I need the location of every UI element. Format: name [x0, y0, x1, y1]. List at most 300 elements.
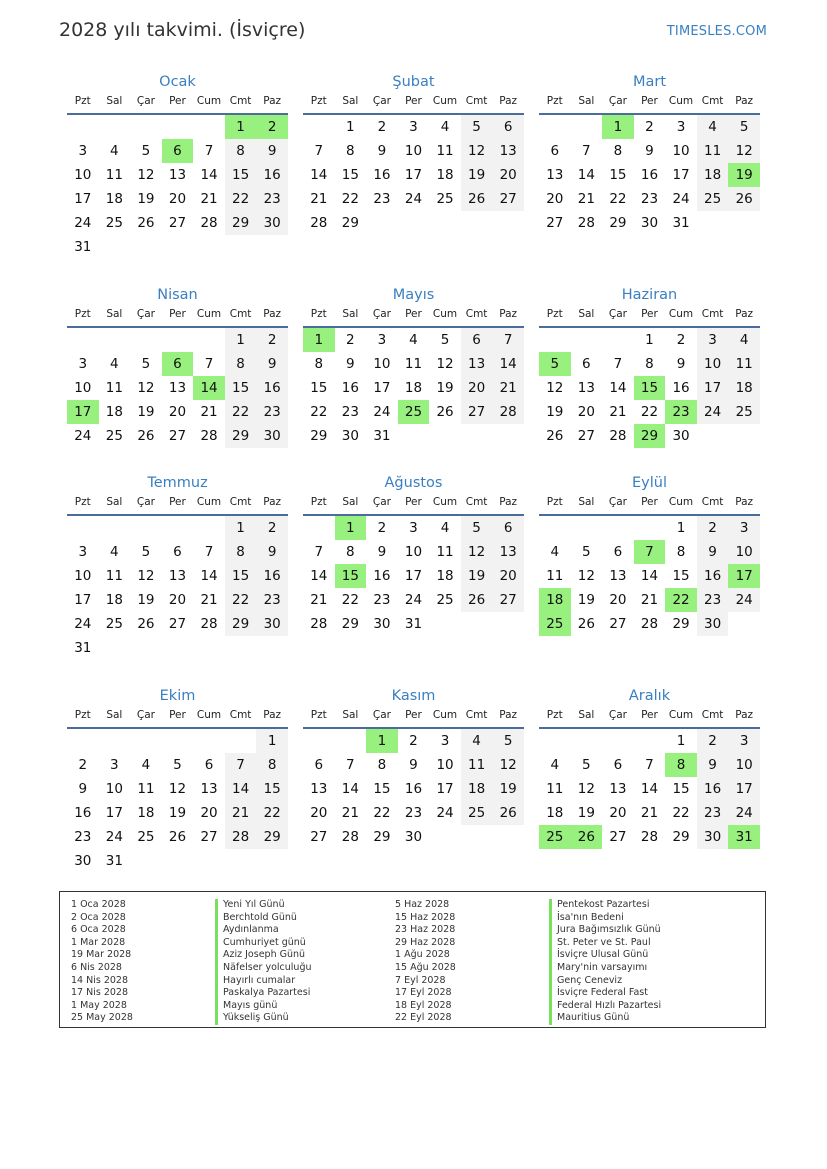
day-cell[interactable]: 14 [310, 568, 328, 584]
day-cell[interactable]: 28 [310, 215, 328, 231]
day-cell[interactable]: 16 [672, 380, 690, 396]
day-cell[interactable]: 11 [137, 781, 155, 797]
weekend-day-cell[interactable]: 26 [492, 801, 524, 825]
day-cell[interactable]: 16 [404, 781, 423, 797]
day-cell[interactable]: 7 [582, 143, 591, 159]
weekend-day-cell[interactable]: 23 [256, 400, 288, 424]
day-cell[interactable]: 16 [640, 167, 659, 183]
weekend-day-cell[interactable]: 15 [225, 163, 257, 187]
day-cell[interactable]: 12 [546, 380, 564, 396]
day-cell[interactable]: 12 [137, 167, 155, 183]
day-cell[interactable]: 17 [404, 167, 423, 183]
day-cell[interactable]: 3 [78, 544, 88, 560]
day-cell[interactable]: 9 [346, 356, 355, 372]
holiday-day-cell[interactable]: 6 [162, 352, 194, 376]
weekend-day-cell[interactable]: 7 [225, 753, 257, 777]
day-cell[interactable]: 31 [105, 853, 123, 869]
day-cell[interactable]: 13 [168, 380, 187, 396]
day-cell[interactable]: 7 [204, 143, 214, 159]
weekend-day-cell[interactable]: 24 [697, 400, 729, 424]
site-link[interactable]: TIMESLES.COM [666, 24, 767, 39]
weekend-day-cell[interactable]: 19 [492, 777, 524, 801]
day-cell[interactable]: 2 [78, 757, 88, 773]
weekend-day-cell[interactable]: 13 [492, 139, 524, 163]
day-cell[interactable]: 11 [546, 781, 564, 797]
weekend-day-cell[interactable]: 29 [225, 424, 257, 448]
day-cell[interactable]: 30 [640, 215, 659, 231]
weekend-day-cell[interactable]: 8 [225, 139, 257, 163]
weekend-day-cell[interactable]: 18 [728, 376, 760, 400]
weekend-day-cell[interactable]: 15 [225, 376, 257, 400]
weekend-day-cell[interactable]: 10 [728, 753, 760, 777]
day-cell[interactable]: 29 [341, 616, 359, 632]
weekend-day-cell[interactable]: 3 [697, 328, 729, 352]
day-cell[interactable]: 3 [440, 733, 450, 749]
day-cell[interactable]: 5 [173, 757, 182, 773]
day-cell[interactable]: 25 [105, 428, 123, 444]
weekend-day-cell[interactable]: 5 [492, 729, 524, 753]
weekend-day-cell[interactable]: 13 [461, 352, 493, 376]
day-cell[interactable]: 5 [582, 757, 591, 773]
weekend-day-cell[interactable]: 22 [225, 400, 257, 424]
day-cell[interactable]: 5 [141, 544, 151, 560]
weekend-day-cell[interactable]: 1 [256, 729, 288, 753]
day-cell[interactable]: 4 [440, 119, 450, 135]
day-cell[interactable]: 11 [436, 544, 454, 560]
weekend-day-cell[interactable]: 9 [256, 139, 288, 163]
day-cell[interactable]: 17 [74, 592, 92, 608]
weekend-day-cell[interactable]: 15 [225, 564, 257, 588]
weekend-day-cell[interactable]: 17 [728, 777, 760, 801]
holiday-day-cell[interactable]: 1 [303, 328, 335, 352]
day-cell[interactable]: 27 [609, 616, 627, 632]
day-cell[interactable]: 15 [341, 167, 359, 183]
day-cell[interactable]: 10 [404, 143, 423, 159]
day-cell[interactable]: 28 [577, 215, 595, 231]
weekend-day-cell[interactable]: 24 [728, 588, 760, 612]
day-cell[interactable]: 15 [310, 380, 328, 396]
weekend-day-cell[interactable]: 10 [728, 540, 760, 564]
weekend-day-cell[interactable]: 25 [728, 400, 760, 424]
weekend-day-cell[interactable]: 17 [697, 376, 729, 400]
day-cell[interactable]: 19 [137, 404, 155, 420]
day-cell[interactable]: 30 [74, 853, 92, 869]
holiday-day-cell[interactable]: 1 [366, 729, 398, 753]
weekend-day-cell[interactable]: 12 [728, 139, 760, 163]
weekend-day-cell[interactable]: 11 [697, 139, 729, 163]
weekend-day-cell[interactable]: 29 [256, 825, 288, 849]
weekend-day-cell[interactable]: 20 [492, 564, 524, 588]
weekend-day-cell[interactable]: 29 [225, 211, 257, 235]
weekend-day-cell[interactable]: 9 [697, 753, 729, 777]
weekend-day-cell[interactable]: 16 [697, 777, 729, 801]
weekend-day-cell[interactable]: 16 [697, 564, 729, 588]
day-cell[interactable]: 4 [141, 757, 151, 773]
weekend-day-cell[interactable]: 16 [256, 376, 288, 400]
day-cell[interactable]: 6 [613, 757, 623, 773]
day-cell[interactable]: 7 [204, 356, 214, 372]
day-cell[interactable]: 26 [577, 616, 595, 632]
day-cell[interactable]: 3 [78, 143, 88, 159]
day-cell[interactable]: 24 [404, 191, 423, 207]
day-cell[interactable]: 28 [200, 616, 218, 632]
day-cell[interactable]: 3 [409, 520, 418, 536]
holiday-day-cell[interactable]: 19 [728, 163, 760, 187]
day-cell[interactable]: 10 [404, 544, 423, 560]
weekend-day-cell[interactable]: 5 [461, 516, 493, 540]
weekend-day-cell[interactable]: 9 [256, 352, 288, 376]
day-cell[interactable]: 7 [314, 544, 324, 560]
day-cell[interactable]: 27 [168, 616, 187, 632]
day-cell[interactable]: 5 [141, 356, 151, 372]
day-cell[interactable]: 13 [168, 568, 187, 584]
weekend-day-cell[interactable]: 26 [461, 187, 493, 211]
day-cell[interactable]: 20 [577, 404, 595, 420]
day-cell[interactable]: 6 [204, 757, 214, 773]
day-cell[interactable]: 28 [341, 829, 359, 845]
day-cell[interactable]: 11 [105, 568, 123, 584]
weekend-day-cell[interactable]: 12 [492, 753, 524, 777]
day-cell[interactable]: 27 [200, 829, 218, 845]
day-cell[interactable]: 15 [373, 781, 391, 797]
day-cell[interactable]: 9 [409, 757, 418, 773]
day-cell[interactable]: 4 [440, 520, 450, 536]
day-cell[interactable]: 26 [436, 404, 454, 420]
holiday-day-cell[interactable]: 17 [67, 400, 99, 424]
weekend-day-cell[interactable]: 29 [225, 612, 257, 636]
holiday-day-cell[interactable]: 18 [539, 588, 571, 612]
day-cell[interactable]: 9 [645, 143, 654, 159]
day-cell[interactable]: 19 [436, 380, 454, 396]
day-cell[interactable]: 21 [640, 805, 659, 821]
day-cell[interactable]: 4 [550, 757, 560, 773]
weekend-day-cell[interactable]: 4 [697, 115, 729, 139]
weekend-day-cell[interactable]: 3 [728, 729, 760, 753]
day-cell[interactable]: 31 [672, 215, 690, 231]
weekend-day-cell[interactable]: 5 [728, 115, 760, 139]
day-cell[interactable]: 27 [577, 428, 595, 444]
day-cell[interactable]: 1 [346, 119, 355, 135]
weekend-day-cell[interactable]: 2 [256, 516, 288, 540]
day-cell[interactable]: 3 [110, 757, 119, 773]
day-cell[interactable]: 22 [609, 191, 627, 207]
holiday-day-cell[interactable]: 1 [335, 516, 367, 540]
day-cell[interactable]: 20 [609, 592, 627, 608]
day-cell[interactable]: 7 [314, 143, 324, 159]
day-cell[interactable]: 3 [377, 332, 387, 348]
day-cell[interactable]: 23 [74, 829, 92, 845]
day-cell[interactable]: 21 [640, 592, 659, 608]
weekend-day-cell[interactable]: 27 [461, 400, 493, 424]
weekend-day-cell[interactable]: 30 [256, 211, 288, 235]
weekend-day-cell[interactable]: 30 [697, 612, 729, 636]
weekend-day-cell[interactable]: 21 [225, 801, 257, 825]
day-cell[interactable]: 24 [373, 404, 391, 420]
holiday-day-cell[interactable]: 29 [634, 424, 666, 448]
day-cell[interactable]: 14 [640, 781, 659, 797]
day-cell[interactable]: 14 [310, 167, 328, 183]
holiday-day-cell[interactable]: 5 [539, 352, 571, 376]
day-cell[interactable]: 8 [346, 143, 355, 159]
day-cell[interactable]: 9 [78, 781, 88, 797]
day-cell[interactable]: 24 [74, 428, 92, 444]
day-cell[interactable]: 10 [74, 568, 92, 584]
day-cell[interactable]: 31 [373, 428, 391, 444]
day-cell[interactable]: 22 [341, 191, 359, 207]
day-cell[interactable]: 14 [200, 167, 218, 183]
day-cell[interactable]: 21 [341, 805, 359, 821]
weekend-day-cell[interactable]: 8 [256, 753, 288, 777]
day-cell[interactable]: 26 [137, 616, 155, 632]
day-cell[interactable]: 6 [314, 757, 324, 773]
day-cell[interactable]: 4 [110, 544, 119, 560]
day-cell[interactable]: 16 [373, 167, 391, 183]
holiday-day-cell[interactable]: 14 [193, 376, 225, 400]
day-cell[interactable]: 18 [436, 568, 454, 584]
day-cell[interactable]: 28 [200, 215, 218, 231]
holiday-day-cell[interactable]: 22 [665, 588, 697, 612]
holiday-day-cell[interactable]: 8 [665, 753, 697, 777]
day-cell[interactable]: 1 [676, 520, 686, 536]
day-cell[interactable]: 5 [141, 143, 151, 159]
day-cell[interactable]: 22 [640, 404, 659, 420]
weekend-day-cell[interactable]: 2 [256, 328, 288, 352]
weekend-day-cell[interactable]: 12 [461, 540, 493, 564]
day-cell[interactable]: 20 [546, 191, 564, 207]
weekend-day-cell[interactable]: 16 [256, 564, 288, 588]
day-cell[interactable]: 21 [310, 191, 328, 207]
day-cell[interactable]: 31 [404, 616, 423, 632]
day-cell[interactable]: 3 [676, 119, 686, 135]
day-cell[interactable]: 10 [74, 380, 92, 396]
weekend-day-cell[interactable]: 6 [492, 115, 524, 139]
weekend-day-cell[interactable]: 24 [728, 801, 760, 825]
weekend-day-cell[interactable]: 1 [225, 328, 257, 352]
day-cell[interactable]: 21 [310, 592, 328, 608]
day-cell[interactable]: 23 [404, 805, 423, 821]
weekend-day-cell[interactable]: 21 [492, 376, 524, 400]
day-cell[interactable]: 28 [200, 428, 218, 444]
weekend-day-cell[interactable]: 7 [492, 328, 524, 352]
day-cell[interactable]: 13 [310, 781, 328, 797]
day-cell[interactable]: 18 [105, 592, 123, 608]
weekend-day-cell[interactable]: 10 [697, 352, 729, 376]
day-cell[interactable]: 27 [168, 215, 187, 231]
day-cell[interactable]: 8 [645, 356, 654, 372]
day-cell[interactable]: 18 [404, 380, 423, 396]
day-cell[interactable]: 19 [137, 191, 155, 207]
weekend-day-cell[interactable]: 25 [697, 187, 729, 211]
day-cell[interactable]: 3 [409, 119, 418, 135]
day-cell[interactable]: 4 [110, 356, 119, 372]
day-cell[interactable]: 29 [672, 616, 690, 632]
day-cell[interactable]: 11 [105, 167, 123, 183]
weekend-day-cell[interactable]: 6 [461, 328, 493, 352]
day-cell[interactable]: 30 [373, 616, 391, 632]
day-cell[interactable]: 11 [436, 143, 454, 159]
day-cell[interactable]: 20 [168, 592, 187, 608]
day-cell[interactable]: 12 [137, 380, 155, 396]
day-cell[interactable]: 14 [640, 568, 659, 584]
day-cell[interactable]: 31 [74, 239, 92, 255]
weekend-day-cell[interactable]: 20 [461, 376, 493, 400]
day-cell[interactable]: 21 [200, 404, 218, 420]
day-cell[interactable]: 10 [672, 143, 690, 159]
day-cell[interactable]: 6 [582, 356, 591, 372]
day-cell[interactable]: 9 [377, 143, 387, 159]
day-cell[interactable]: 12 [577, 781, 595, 797]
day-cell[interactable]: 4 [110, 143, 119, 159]
day-cell[interactable]: 16 [373, 568, 391, 584]
day-cell[interactable]: 24 [404, 592, 423, 608]
day-cell[interactable]: 12 [137, 568, 155, 584]
weekend-day-cell[interactable]: 1 [225, 516, 257, 540]
weekend-day-cell[interactable]: 19 [461, 564, 493, 588]
weekend-day-cell[interactable]: 12 [461, 139, 493, 163]
day-cell[interactable]: 4 [550, 544, 560, 560]
holiday-day-cell[interactable]: 25 [398, 400, 430, 424]
day-cell[interactable]: 8 [377, 757, 387, 773]
day-cell[interactable]: 20 [168, 404, 187, 420]
day-cell[interactable]: 13 [609, 781, 627, 797]
weekend-day-cell[interactable]: 11 [461, 753, 493, 777]
day-cell[interactable]: 13 [609, 568, 627, 584]
day-cell[interactable]: 19 [577, 592, 595, 608]
day-cell[interactable]: 18 [436, 167, 454, 183]
day-cell[interactable]: 11 [105, 380, 123, 396]
day-cell[interactable]: 12 [577, 568, 595, 584]
weekend-day-cell[interactable]: 20 [492, 163, 524, 187]
day-cell[interactable]: 13 [546, 167, 564, 183]
day-cell[interactable]: 11 [546, 568, 564, 584]
day-cell[interactable]: 8 [314, 356, 324, 372]
day-cell[interactable]: 2 [676, 332, 686, 348]
day-cell[interactable]: 9 [676, 356, 686, 372]
holiday-day-cell[interactable]: 17 [728, 564, 760, 588]
day-cell[interactable]: 29 [672, 829, 690, 845]
day-cell[interactable]: 8 [676, 544, 686, 560]
day-cell[interactable]: 21 [609, 404, 627, 420]
weekend-day-cell[interactable]: 14 [492, 352, 524, 376]
day-cell[interactable]: 6 [613, 544, 623, 560]
day-cell[interactable]: 6 [550, 143, 560, 159]
day-cell[interactable]: 17 [672, 167, 690, 183]
weekend-day-cell[interactable]: 23 [256, 588, 288, 612]
weekend-day-cell[interactable]: 4 [728, 328, 760, 352]
holiday-day-cell[interactable]: 1 [225, 115, 257, 139]
day-cell[interactable]: 5 [440, 332, 450, 348]
day-cell[interactable]: 15 [672, 568, 690, 584]
holiday-day-cell[interactable]: 23 [665, 400, 697, 424]
day-cell[interactable]: 3 [78, 356, 88, 372]
day-cell[interactable]: 26 [168, 829, 187, 845]
day-cell[interactable]: 13 [168, 167, 187, 183]
day-cell[interactable]: 16 [341, 380, 359, 396]
weekend-day-cell[interactable]: 22 [225, 187, 257, 211]
day-cell[interactable]: 11 [404, 356, 423, 372]
day-cell[interactable]: 22 [341, 592, 359, 608]
holiday-day-cell[interactable]: 25 [539, 825, 571, 849]
weekend-day-cell[interactable]: 13 [492, 540, 524, 564]
day-cell[interactable]: 6 [173, 544, 182, 560]
day-cell[interactable]: 14 [577, 167, 595, 183]
weekend-day-cell[interactable]: 8 [225, 540, 257, 564]
day-cell[interactable]: 20 [310, 805, 328, 821]
holiday-day-cell[interactable]: 15 [335, 564, 367, 588]
day-cell[interactable]: 13 [200, 781, 218, 797]
weekend-day-cell[interactable]: 2 [697, 516, 729, 540]
day-cell[interactable]: 17 [74, 191, 92, 207]
day-cell[interactable]: 2 [645, 119, 654, 135]
day-cell[interactable]: 24 [672, 191, 690, 207]
day-cell[interactable]: 14 [341, 781, 359, 797]
holiday-day-cell[interactable]: 26 [571, 825, 603, 849]
weekend-day-cell[interactable]: 30 [256, 424, 288, 448]
weekend-day-cell[interactable]: 25 [461, 801, 493, 825]
weekend-day-cell[interactable]: 9 [256, 540, 288, 564]
day-cell[interactable]: 24 [436, 805, 454, 821]
day-cell[interactable]: 17 [373, 380, 391, 396]
day-cell[interactable]: 25 [105, 215, 123, 231]
day-cell[interactable]: 29 [341, 215, 359, 231]
day-cell[interactable]: 19 [577, 805, 595, 821]
day-cell[interactable]: 29 [310, 428, 328, 444]
day-cell[interactable]: 15 [609, 167, 627, 183]
day-cell[interactable]: 1 [676, 733, 686, 749]
day-cell[interactable]: 27 [310, 829, 328, 845]
holiday-day-cell[interactable]: 7 [634, 540, 666, 564]
day-cell[interactable]: 29 [373, 829, 391, 845]
day-cell[interactable]: 14 [609, 380, 627, 396]
day-cell[interactable]: 19 [137, 592, 155, 608]
day-cell[interactable]: 26 [546, 428, 564, 444]
day-cell[interactable]: 5 [582, 544, 591, 560]
day-cell[interactable]: 31 [74, 640, 92, 656]
day-cell[interactable]: 25 [137, 829, 155, 845]
day-cell[interactable]: 23 [640, 191, 659, 207]
weekend-day-cell[interactable]: 30 [697, 825, 729, 849]
weekend-day-cell[interactable]: 26 [728, 187, 760, 211]
day-cell[interactable]: 4 [409, 332, 418, 348]
day-cell[interactable]: 21 [577, 191, 595, 207]
day-cell[interactable]: 19 [168, 805, 187, 821]
day-cell[interactable]: 2 [377, 520, 387, 536]
holiday-day-cell[interactable]: 15 [634, 376, 666, 400]
weekend-day-cell[interactable]: 11 [728, 352, 760, 376]
day-cell[interactable]: 13 [577, 380, 595, 396]
day-cell[interactable]: 10 [105, 781, 123, 797]
day-cell[interactable]: 22 [373, 805, 391, 821]
day-cell[interactable]: 7 [204, 544, 214, 560]
day-cell[interactable]: 23 [373, 191, 391, 207]
day-cell[interactable]: 18 [137, 805, 155, 821]
day-cell[interactable]: 18 [105, 404, 123, 420]
weekend-day-cell[interactable]: 27 [492, 187, 524, 211]
day-cell[interactable]: 25 [436, 592, 454, 608]
weekend-day-cell[interactable]: 3 [728, 516, 760, 540]
weekend-day-cell[interactable]: 22 [225, 588, 257, 612]
day-cell[interactable]: 30 [341, 428, 359, 444]
holiday-day-cell[interactable]: 6 [162, 139, 194, 163]
weekend-day-cell[interactable]: 22 [256, 801, 288, 825]
day-cell[interactable]: 24 [74, 616, 92, 632]
day-cell[interactable]: 8 [346, 544, 355, 560]
day-cell[interactable]: 20 [168, 191, 187, 207]
weekend-day-cell[interactable]: 14 [225, 777, 257, 801]
day-cell[interactable]: 18 [546, 805, 564, 821]
weekend-day-cell[interactable]: 23 [697, 588, 729, 612]
weekend-day-cell[interactable]: 2 [697, 729, 729, 753]
